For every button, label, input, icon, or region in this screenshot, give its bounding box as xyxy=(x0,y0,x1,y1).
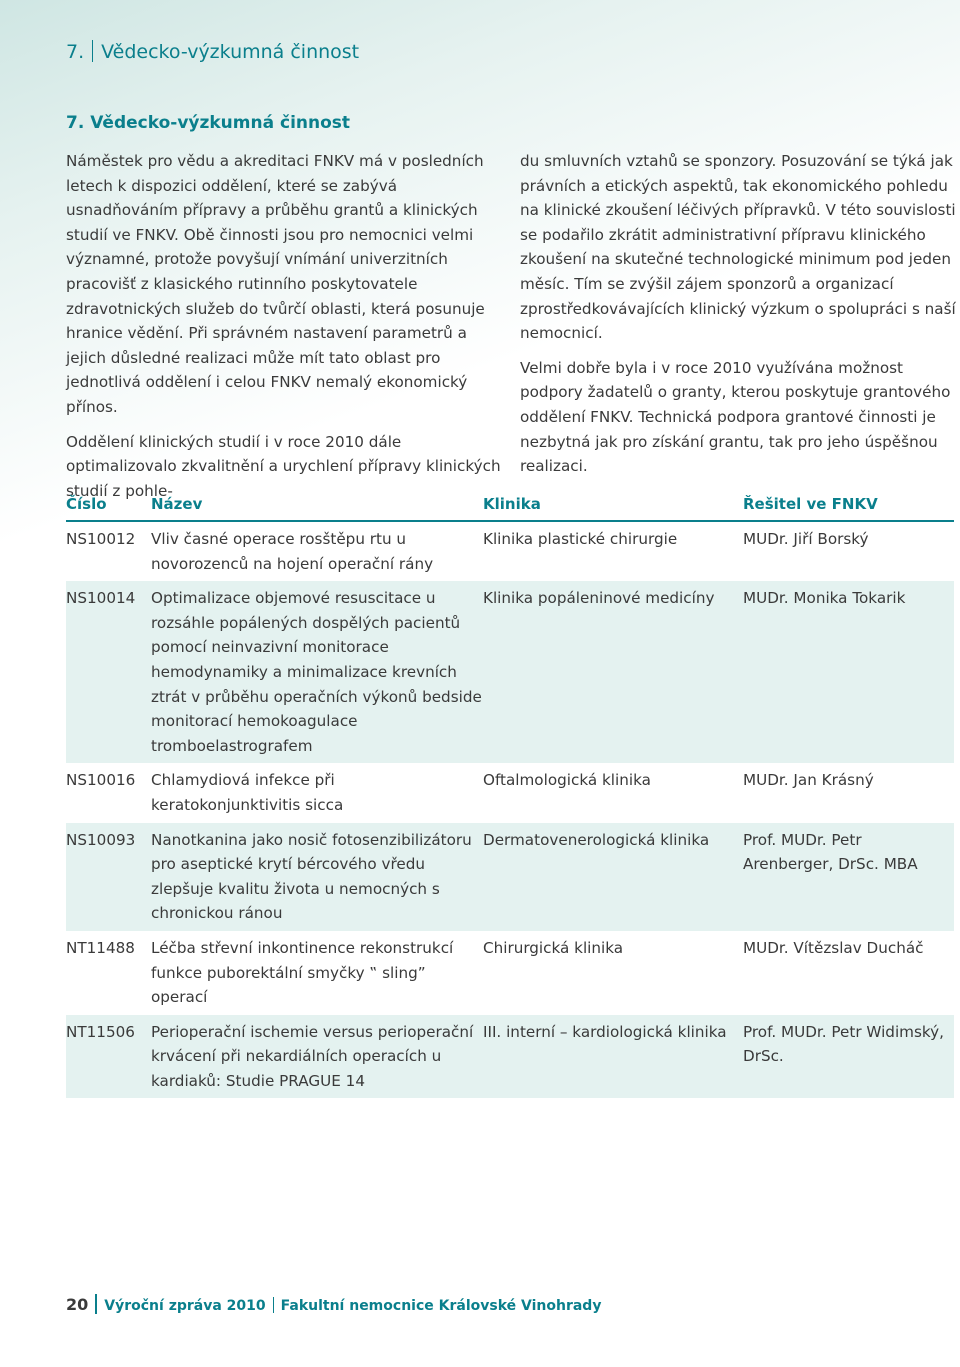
table-row xyxy=(66,763,954,822)
grants-table xyxy=(66,494,954,1098)
table-header xyxy=(66,494,954,522)
row-investigator: MUDr. Jan Krásný xyxy=(743,771,874,790)
table-row xyxy=(66,581,954,763)
row-clinic: Klinika plastické chirurgie xyxy=(483,530,678,548)
row-name: Vliv časné operace rosštěpu rtu u novorozenců na hojení operační rány xyxy=(151,530,434,573)
table-row xyxy=(66,1015,954,1099)
row-investigator: MUDr. Monika Tokarik xyxy=(743,589,906,608)
running-header xyxy=(66,40,359,63)
row-clinic: Chirurgická klinika xyxy=(483,938,624,957)
row-clinic: Oftalmologická klinika xyxy=(483,771,651,790)
row-number: NS10093 xyxy=(66,830,136,849)
left-paragraph-1: Náměstek pro vědu a akreditaci FNKV má v posledních letech k dispozici oddělení, které se zabývá usnadňováním přípravy a průběhu grantů a klinických studií ve FNKV. Obě činnosti jsou pro nemocnici velmi významné, protože povyšují vnímání univerzitních pracovišť z klasického rutinního poskytovatele zdravotnických služeb do tvůrčí oblasti, která posunuje hranice vědění. Při správném nastavení parametrů a jejich důsledné realizaci může mít tato oblast pro jednotlivá oddělení i celou FNKV nemalý ekonomický přínos. xyxy=(66,152,485,416)
row-investigator: Prof. MUDr. Petr Arenberger, DrSc. MBA xyxy=(743,830,918,874)
footer-divider xyxy=(273,1297,274,1313)
row-investigator: MUDr. Vítězslav Ducháč xyxy=(743,938,924,957)
right-column xyxy=(520,149,956,489)
row-number: NT11488 xyxy=(66,938,135,957)
row-number: NS10016 xyxy=(66,771,136,790)
right-paragraph-1: du smluvních vztahů se sponzory. Posuzování se týká jak právních a etických aspektů, tak ekonomického pohledu na klinické zkoušení léčivých přípravků. V této souvislosti se podařilo zkrátit administrativní přípravu klinického zkoušení na skutečné technologické minimum pod jeden měsíc. Tím se zvýšil zájem sponzorů a organizací zprostředkovávajících klinický výzkum o spolupráci s naší nemocnicí. xyxy=(520,152,956,343)
row-investigator: MUDr. Jiří Borský xyxy=(743,530,869,548)
row-number: NS10012 xyxy=(66,530,136,548)
row-name: Perioperační ischemie versus perioperační krvácení při nekardiálních operacích u kardiaků: Studie PRAGUE 14 xyxy=(151,1022,474,1090)
row-investigator: Prof. MUDr. Petr Widimský, DrSc. xyxy=(743,1022,944,1066)
table-row xyxy=(66,522,954,581)
header-chapter-number: 7. xyxy=(66,41,85,63)
row-name: Optimalizace objemové resuscitace u rozsáhle popálených dospělých pacientů pomocí neinvazivní monitorace hemodynamiky a minimalizace krevních ztrát v průběhu operačních výkonů bedside monitorací hemokoagulace tromboelastrografem xyxy=(151,589,482,755)
table-row xyxy=(66,931,954,1015)
header-clinic: Klinika xyxy=(483,495,541,513)
section-title: 7. Vědecko-výzkumná činnost xyxy=(66,113,351,133)
header-number: Číslo xyxy=(66,495,107,513)
row-clinic: Dermatovenerologická klinika xyxy=(483,830,710,849)
page-number: 20 xyxy=(66,1295,89,1314)
footer-hospital-name: Fakultní nemocnice Královské Vinohrady xyxy=(280,1298,602,1314)
footer-divider xyxy=(95,1294,97,1314)
row-number: NS10014 xyxy=(66,589,136,608)
row-number: NT11506 xyxy=(66,1022,135,1041)
row-clinic: Klinika popáleninové medicíny xyxy=(483,589,715,608)
row-name: Chlamydiová infekce při keratokonjunktivitis sicca xyxy=(151,771,344,814)
right-paragraph-2: Velmi dobře byla i v roce 2010 využívána možnost podpory žadatelů o granty, kterou poskytuje grantového oddělení FNKV. Technická podpora grantové činnosti je nezbytná jak pro získání grantu, tak pro jeho úspěšnou realizaci. xyxy=(520,358,951,476)
row-name: Nanotkanina jako nosič fotosenzibilizátoru pro aseptické krytí bércového vředu zlepšuje kvalitu života u nemocných s chronickou ránou xyxy=(151,830,472,923)
left-paragraph-2: Oddělení klinických studií i v roce 2010 dále optimalizovalo zkvalitnění a urychlení přípravy klinických studií z pohle- xyxy=(66,432,501,500)
footer-report-title: Výroční zpráva 2010 xyxy=(104,1298,266,1314)
row-name: Léčba střevní inkontinence rekonstrukcí funkce puborektální smyčky ‟ sling” operací xyxy=(151,938,454,1007)
header-investigator: Řešitel ve FNKV xyxy=(743,495,878,513)
page-footer xyxy=(66,1294,601,1314)
header-chapter-title: Vědecko-výzkumná činnost xyxy=(101,41,360,63)
row-clinic: III. interní – kardiologická klinika xyxy=(483,1022,727,1041)
table-row xyxy=(66,823,954,931)
header-name: Název xyxy=(151,495,203,513)
header-divider xyxy=(92,40,93,62)
left-column xyxy=(66,149,502,513)
